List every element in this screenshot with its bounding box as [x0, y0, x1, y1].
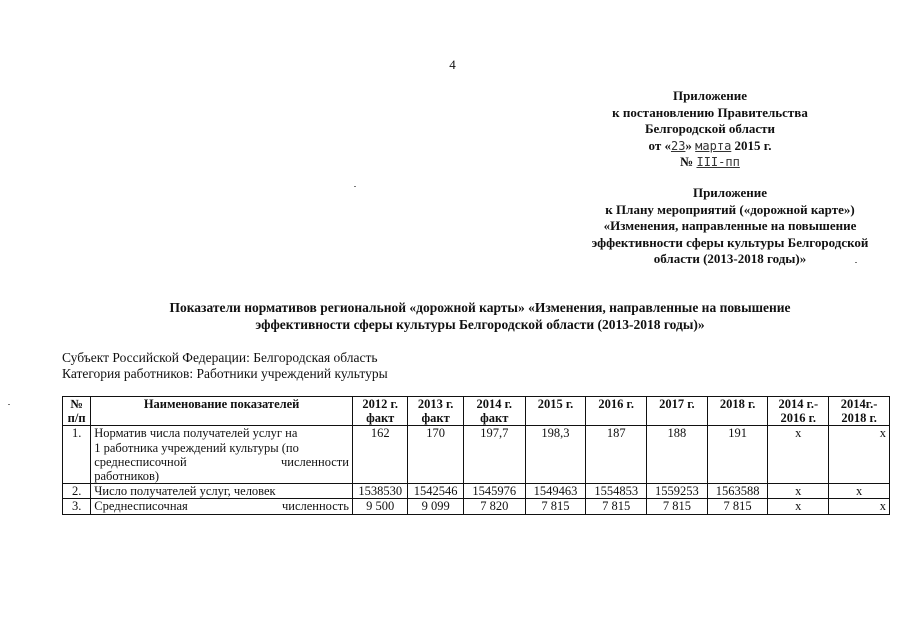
row-name	[91, 499, 353, 514]
value-2013: 9 099	[408, 499, 463, 514]
header-2017: 2017 г.	[647, 397, 708, 426]
value-2018: 7 815	[707, 499, 768, 514]
value-period-2014-2016: х	[768, 426, 829, 484]
appendix-to-resolution	[560, 88, 860, 171]
row-name-line: работников)	[94, 469, 160, 484]
date-suffix: 2015 г.	[734, 137, 772, 153]
appendix-line: к Плану мероприятий («дорожной карте»)	[605, 201, 855, 217]
row-name	[91, 426, 353, 484]
value-2016: 7 815	[586, 499, 647, 514]
value-2014: 197,7	[463, 426, 525, 484]
row-name: Число получателей услуг, человек	[91, 484, 353, 499]
row-name-line	[94, 499, 349, 513]
indicators-table	[62, 396, 890, 515]
appendix-date	[560, 138, 860, 155]
row-name-line: Норматив числа получателей услуг на	[94, 426, 298, 441]
header-2013: 2013 г. факт	[408, 397, 463, 426]
value-2014: 1545976	[463, 484, 525, 499]
value-period-2014-2018: х	[829, 484, 890, 499]
value-period-2014-2018: х	[829, 499, 890, 514]
table-row	[63, 426, 890, 484]
value-2014: 7 820	[463, 499, 525, 514]
appendix-number	[560, 154, 860, 171]
row-name-line: 1 работника учреждений культуры (по	[94, 440, 299, 455]
appendix-line: к постановлению Правительства	[612, 104, 808, 120]
row-name-line	[94, 455, 349, 469]
header-2016: 2016 г.	[586, 397, 647, 426]
value-2013: 170	[408, 426, 463, 484]
number-value: III-пп	[696, 155, 740, 169]
value-2012: 1538530	[352, 484, 407, 499]
header-name: Наименование показателей	[91, 397, 353, 426]
appendix-line: области (2013-2018 годы)»	[653, 251, 807, 266]
row-num: 2.	[63, 484, 91, 499]
scan-speck	[855, 262, 857, 263]
table-row	[63, 499, 890, 514]
row-num: 1.	[63, 426, 91, 484]
row-name-word: Среднесписочная	[94, 499, 188, 514]
subject-label: Субъект Российской Федерации: Белгородская область	[62, 350, 378, 365]
header-num: № п/п	[63, 397, 91, 426]
header-2018: 2018 г.	[707, 397, 768, 426]
value-2016: 187	[586, 426, 647, 484]
document-title	[80, 300, 880, 333]
value-2017: 1559253	[647, 484, 708, 499]
header-2012: 2012 г. факт	[352, 397, 407, 426]
row-num: 3.	[63, 499, 91, 514]
value-2015: 198,3	[525, 426, 586, 484]
value-2017: 188	[647, 426, 708, 484]
value-period-2014-2018: х	[829, 426, 890, 484]
date-month: марта	[695, 138, 732, 153]
value-2018: 191	[707, 426, 768, 484]
row-name-word: численности	[281, 454, 349, 469]
value-2012: 9 500	[352, 499, 407, 514]
value-2018: 1563588	[707, 484, 768, 499]
table-row	[63, 484, 890, 499]
value-2016: 1554853	[586, 484, 647, 499]
title-line: Показатели нормативов региональной «дорожной карты» «Изменения, направленные на повышение	[169, 300, 791, 315]
row-name-word: среднесписочной	[94, 454, 187, 469]
value-2013: 1542546	[408, 484, 463, 499]
page-number: 4	[449, 57, 456, 72]
value-period-2014-2016: х	[768, 499, 829, 514]
appendix-to-plan	[555, 185, 905, 268]
row-name-word: численность	[281, 499, 349, 514]
value-2012: 162	[352, 426, 407, 484]
value-2015: 7 815	[525, 499, 586, 514]
header-period-2014-2018: 2014г.- 2018 г.	[829, 397, 890, 426]
date-day: 23	[670, 138, 686, 153]
appendix-title: Приложение	[672, 88, 748, 103]
header-2015: 2015 г.	[525, 397, 586, 426]
value-period-2014-2016: х	[768, 484, 829, 499]
scan-speck	[8, 404, 10, 405]
number-prefix: №	[680, 154, 694, 169]
header-period-2014-2016: 2014 г.- 2016 г.	[768, 397, 829, 426]
appendix-title: Приложение	[692, 185, 768, 200]
table-header-row	[63, 397, 890, 426]
value-2017: 7 815	[647, 499, 708, 514]
category-label: Категория работников: Работники учреждений культуры	[62, 366, 388, 381]
scan-speck	[354, 186, 356, 187]
appendix-line: эффективности сферы культуры Белгородской	[591, 234, 869, 250]
title-line: эффективности сферы культуры Белгородской области (2013-2018 годы)»	[255, 316, 705, 332]
appendix-line: «Изменения, направленные на повышение	[603, 218, 857, 233]
value-2015: 1549463	[525, 484, 586, 499]
date-prefix: от «	[648, 137, 671, 153]
header-2014: 2014 г. факт	[463, 397, 525, 426]
date-mid: »	[685, 137, 692, 153]
appendix-line: Белгородской области	[644, 121, 776, 136]
